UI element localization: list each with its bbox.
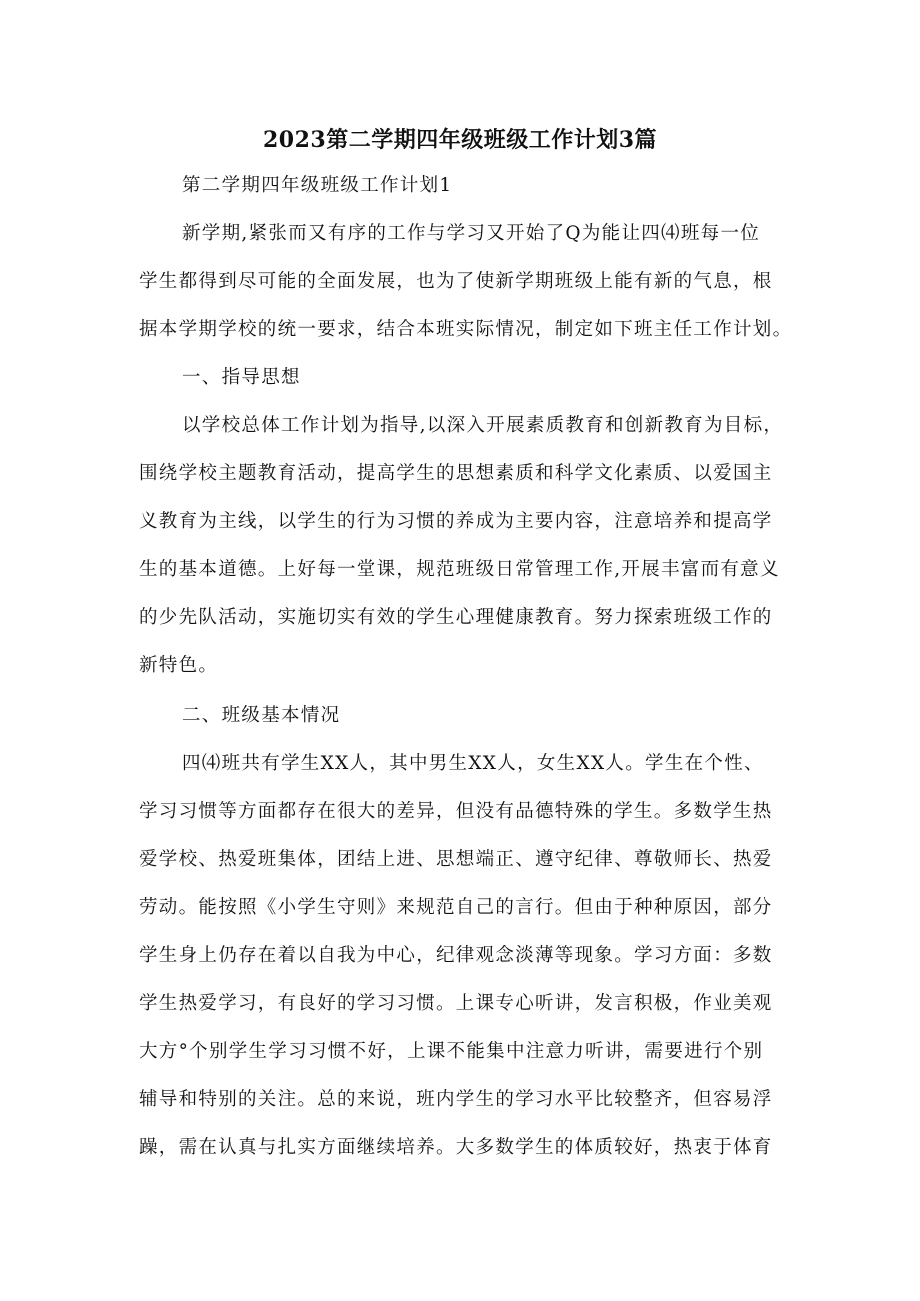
paragraph-line: 以学校总体工作计划为指导,以深入开展素质教育和创新教育为目标， (182, 415, 784, 436)
paragraph-line: 新特色。 (139, 655, 219, 676)
paragraph-line: 生的基本道德。上好每一堂课，规范班级日常管理工作,开展丰富而有意义 (139, 559, 780, 580)
paragraph-line: 学生都得到尽可能的全面发展，也为了使新学期班级上能有新的气息，根 (139, 271, 773, 292)
paragraph-line: 学生身上仍存在着以自我为中心，纪律观念淡薄等现象。学习方面：多数 (139, 945, 773, 966)
paragraph-line: 大方°个别学生学习习惯不好，上课不能集中注意力听讲，需要进行个别 (139, 1041, 764, 1062)
paragraph-line: 学习习惯等方面都存在很大的差异，但没有品德特殊的学生。多数学生热 (139, 801, 773, 822)
paragraph-line: 围绕学校主题教育活动，提高学生的思想素质和科学文化素质、以爱国主 (139, 463, 773, 484)
paragraph-line: 义教育为主线，以学生的行为习惯的养成为主要内容，注意培养和提高学 (139, 511, 773, 532)
paragraph-line: 劳动。能按照《小学生守则》来规范自己的言行。但由于种种原因，部分 (139, 897, 773, 918)
document-title: 2023第二学期四年级班级工作计划3篇 (262, 127, 658, 153)
section-subtitle: 第二学期四年级班级工作计划1 (182, 175, 453, 196)
paragraph-line: 四⑷班共有学生XX人，其中男生XX人，女生XX人。学生在个性、 (182, 753, 764, 774)
section-heading: 二、班级基本情况 (182, 705, 341, 726)
paragraph-line: 辅导和特别的关注。总的来说，班内学生的学习水平比较整齐，但容易浮 (139, 1089, 773, 1110)
paragraph-line: 学生热爱学习，有良好的学习习惯。上课专心听讲，发言积极，作业美观 (139, 993, 773, 1014)
section-heading: 一、指导思想 (182, 367, 301, 388)
paragraph-line: 的少先队活动，实施切实有效的学生心理健康教育。努力探索班级工作的 (139, 607, 773, 628)
paragraph-line: 据本学期学校的统一要求，结合本班实际情况，制定如下班主任工作计划。 (139, 319, 793, 340)
paragraph-line: 躁，需在认真与扎实方面继续培养。大多数学生的体质较好，热衷于体育 (139, 1137, 773, 1158)
paragraph-line: 爱学校、热爱班集体，团结上进、思想端正、遵守纪律、尊敬师长、热爱 (139, 849, 773, 870)
paragraph-line: 新学期,紧张而又有序的工作与学习又开始了Q为能让四⑷班每一位 (182, 223, 761, 244)
